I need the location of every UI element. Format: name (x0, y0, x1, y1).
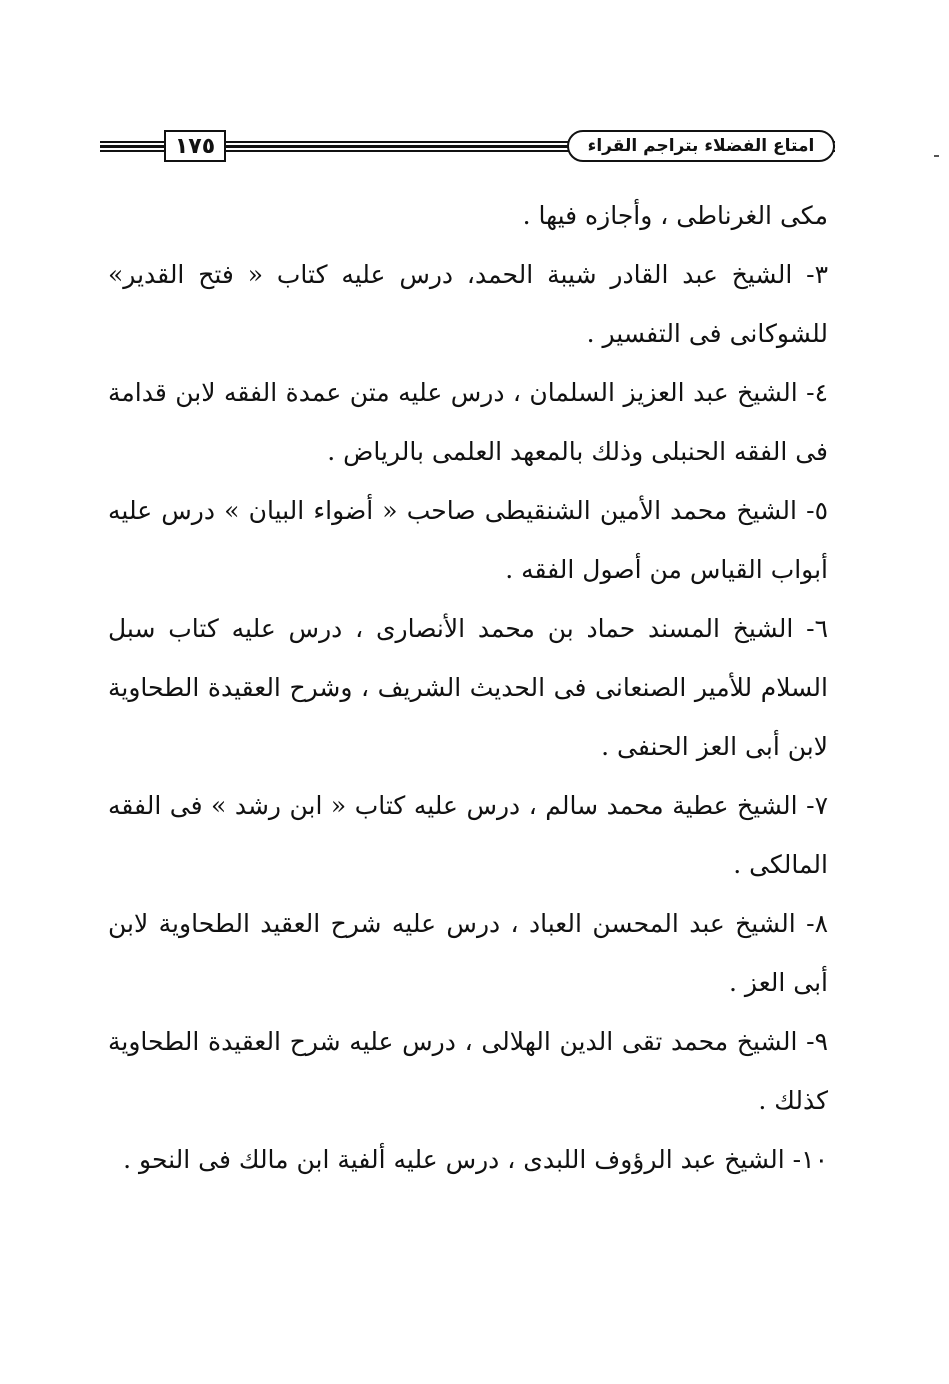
book-title: امتاع الفضلاء بتراجم القراء (567, 130, 835, 162)
paragraph: ٧- الشيخ عطية محمد سالم ، درس عليه كتاب « ابن رشد » فى الفقه المالكى . (108, 791, 828, 879)
page-number: ١٧٥ (164, 130, 226, 162)
paragraph: ٨- الشيخ عبد المحسن العباد ، درس عليه شرح العقيد الطحاوية لابن أبى العز . (108, 909, 828, 997)
margin-mark (934, 155, 939, 157)
paragraph: ٣- الشيخ عبد القادر شيبة الحمد، درس عليه كتاب « فتح القدير» للشوكانى فى التفسير . (108, 260, 828, 348)
body-text (108, 186, 828, 1189)
paragraph: ٩- الشيخ محمد تقى الدين الهلالى ، درس عليه شرح العقيدة الطحاوية كذلك . (108, 1027, 828, 1115)
paragraph: ١٠- الشيخ عبد الرؤوف اللبدى ، درس عليه ألفية ابن مالك فى النحو . (123, 1145, 828, 1174)
paragraph: ٥- الشيخ محمد الأمين الشنقيطى صاحب « أضواء البيان » درس عليه أبواب القياس من أصول الفقه . (108, 496, 828, 584)
paragraph: ٤- الشيخ عبد العزيز السلمان ، درس عليه متن عمدة الفقه لابن قدامة فى الفقه الحنبلى وذلك بالمعهد العلمى بالرياض . (108, 378, 828, 466)
paragraph: مكى الغرناطى ، وأجازه فيها . (522, 201, 828, 230)
paragraph: ٦- الشيخ المسند حماد بن محمد الأنصارى ، درس عليه كتاب سبل السلام للأمير الصنعانى فى الحديث الشريف ، وشرح العقيدة الطحاوية لابن أبى العز الحنفى . (108, 614, 828, 761)
running-header (100, 126, 835, 170)
